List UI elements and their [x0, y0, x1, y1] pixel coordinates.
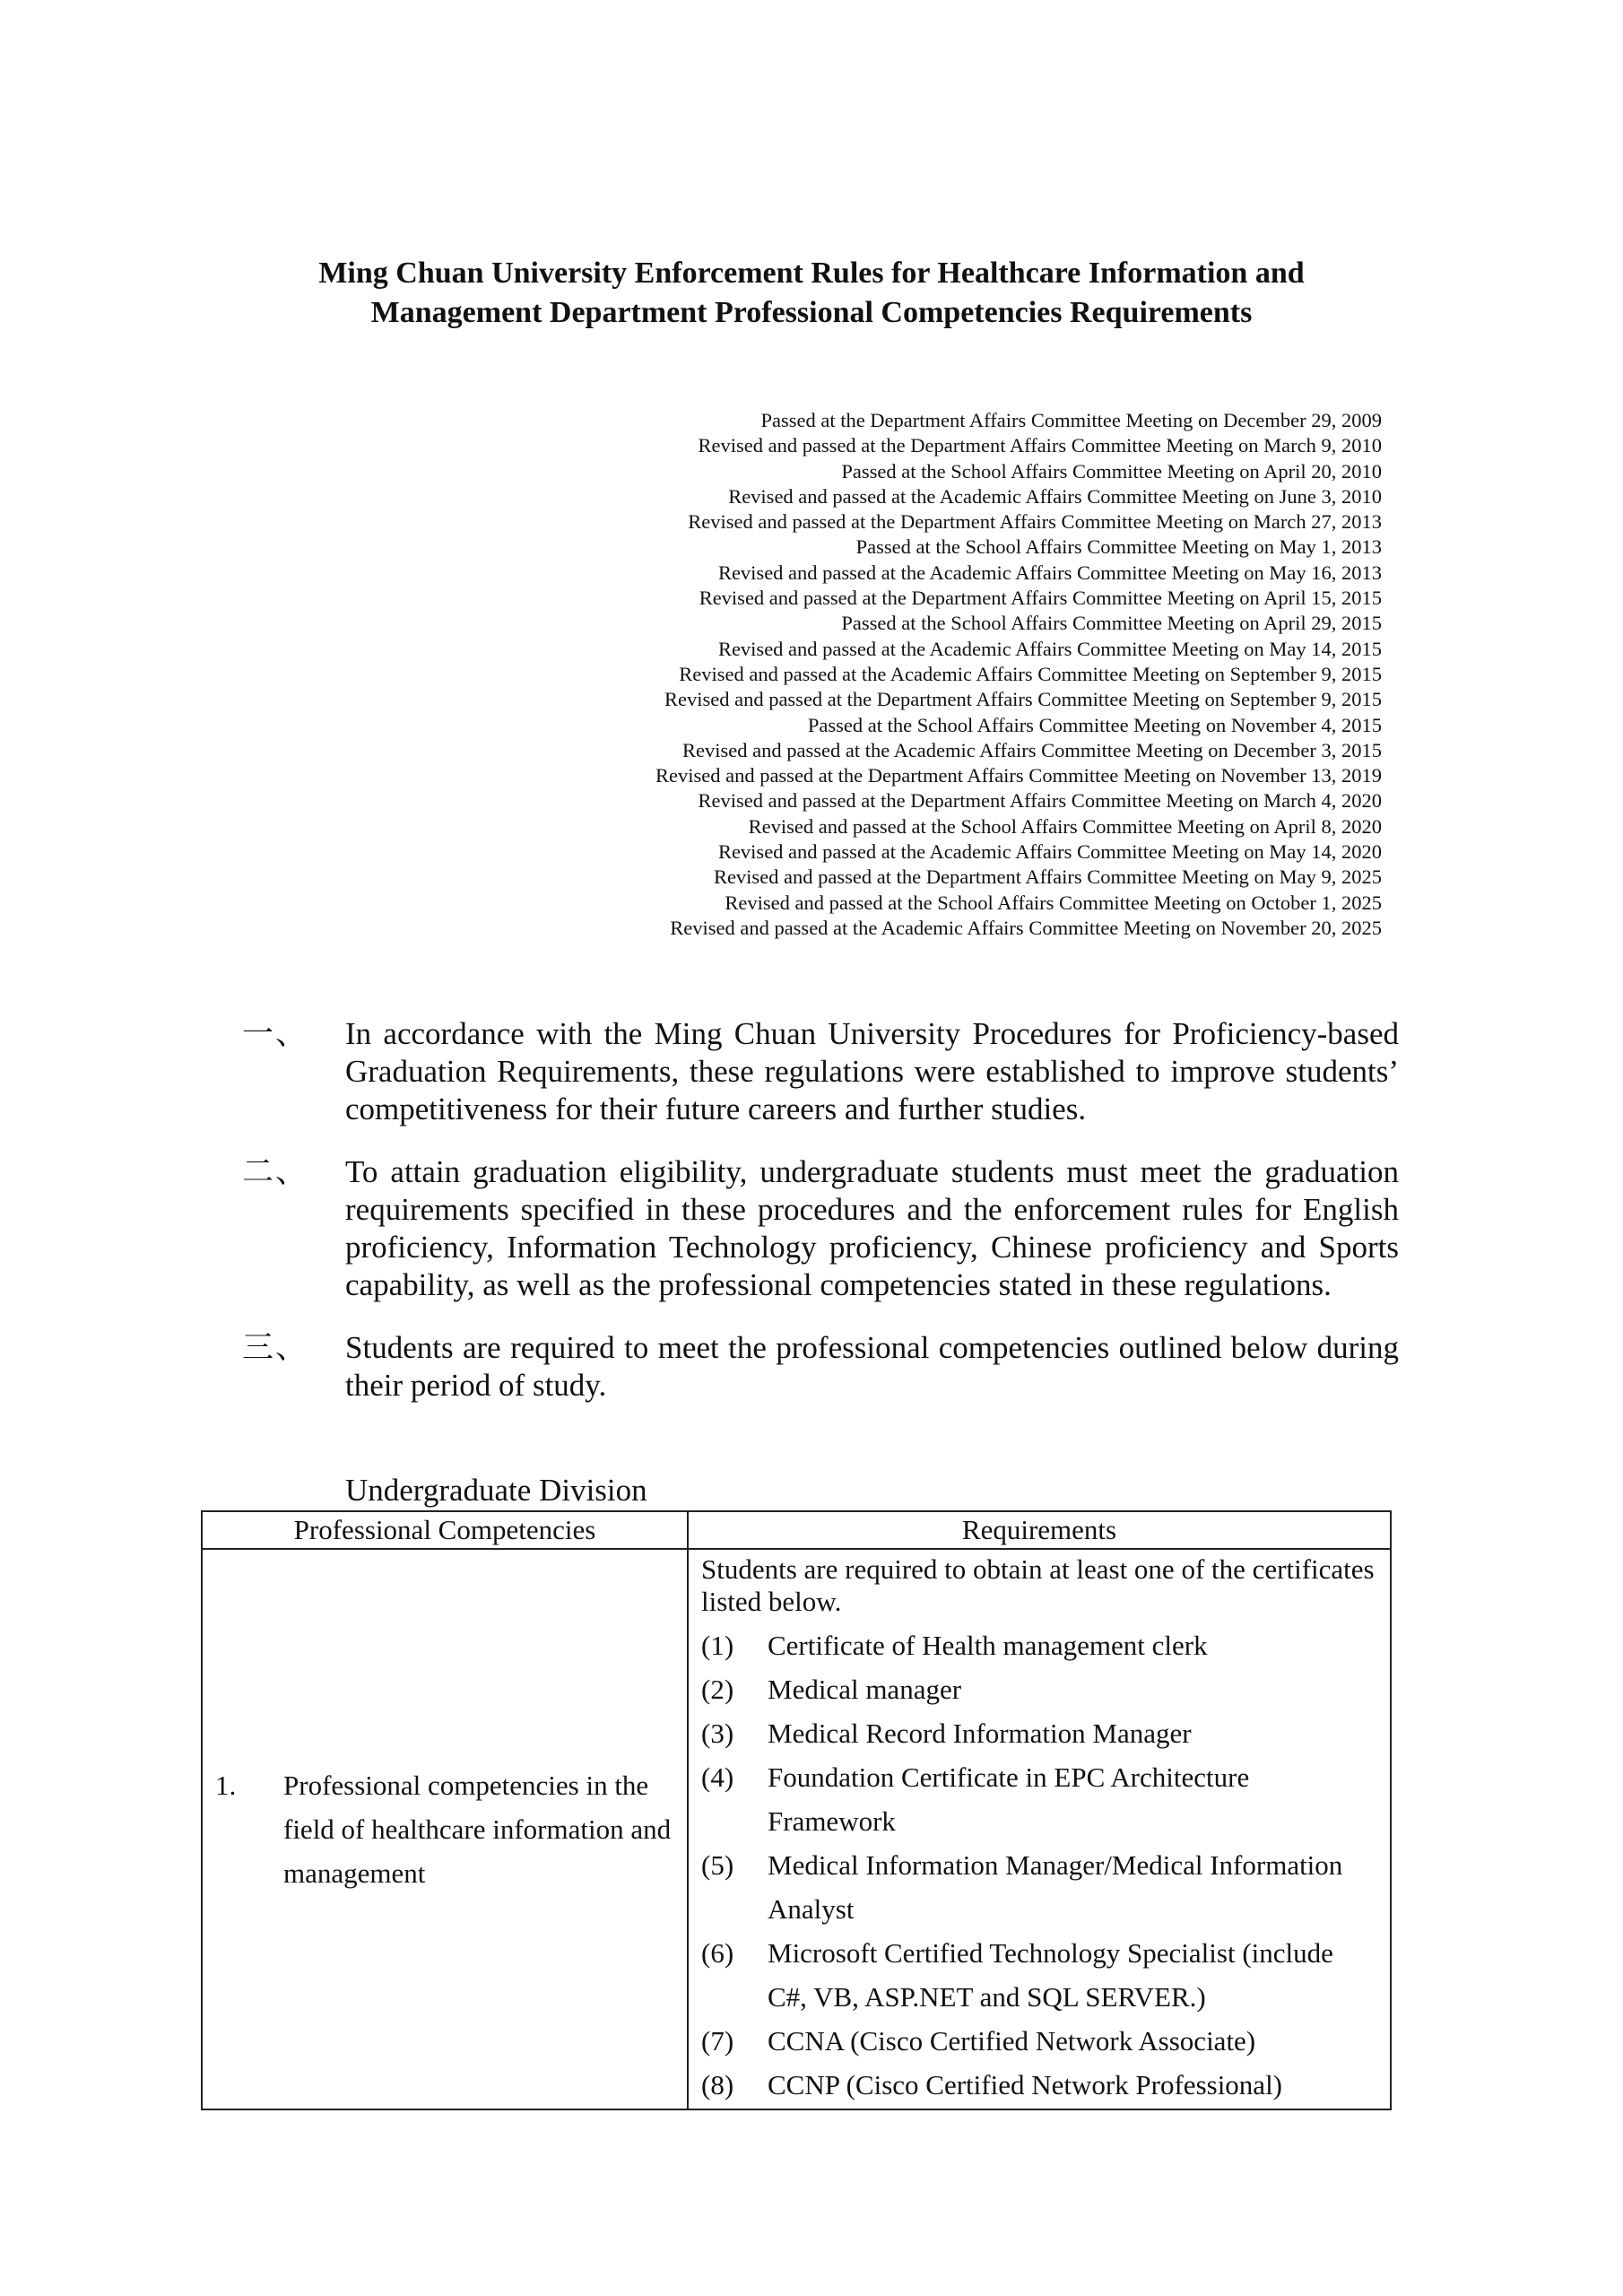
- history-line: Revised and passed at the Department Affairs Committee Meeting on April 15, 2015: [699, 587, 1382, 610]
- history-line: Passed at the Department Affairs Committee Meeting on December 29, 2009: [760, 409, 1382, 431]
- history-line: Revised and passed at the Academic Affairs Committee Meeting on May 14, 2020: [717, 840, 1382, 864]
- list-item: [701, 1931, 1379, 2019]
- header-competencies: Professional Competencies: [202, 1511, 688, 1549]
- regulation-items: [242, 1015, 1399, 1430]
- req-number: (5): [701, 1849, 734, 1881]
- requirements-intro: Students are required to obtain at least one of the certificates listed below.: [701, 1553, 1375, 1617]
- title-line-1: Ming Chuan University Enforcement Rules for Healthcare Information and: [318, 257, 1305, 290]
- history-line: Revised and passed at the Academic Affairs Committee Meeting on December 3, 2015: [682, 738, 1382, 761]
- item-number: 二、: [242, 1154, 309, 1189]
- table-header-row: [202, 1511, 1391, 1549]
- item-number: 一、: [242, 1016, 309, 1051]
- req-text: Certificate of Health management clerk: [768, 1630, 1208, 1661]
- history-line: Revised and passed at the Department Affairs Committee Meeting on March 9, 2010: [698, 434, 1382, 457]
- req-text: Foundation Certificate in EPC Architecture Framework: [768, 1761, 1250, 1837]
- req-text: CCNP (Cisco Certified Network Professional): [768, 2069, 1282, 2100]
- item-text: To attain graduation eligibility, undergraduate students must meet the graduation requirements specified in these procedures and the enforcement rules for English proficiency, Information Technology proficiency, Chinese proficiency and Sports capability, as well as the professional competencies stated in these regulations.: [345, 1154, 1399, 1302]
- req-number: (3): [701, 1718, 734, 1749]
- history-line: Revised and passed at the School Affairs Committee Meeting on October 1, 2025: [725, 891, 1382, 914]
- history-line: Revised and passed at the Academic Affairs Committee Meeting on May 14, 2015: [717, 637, 1382, 660]
- history-line: Revised and passed at the Academic Affairs Committee Meeting on September 9, 2015: [679, 662, 1382, 685]
- req-number: (7): [701, 2025, 734, 2057]
- history-line: Revised and passed at the Department Affairs Committee Meeting on November 13, 2019: [655, 764, 1382, 787]
- history-line: Revised and passed at the Department Affairs Committee Meeting on May 9, 2025: [713, 865, 1382, 889]
- item-text: In accordance with the Ming Chuan University Procedures for Proficiency-based Graduation Requirements, these regulations were established to improve students’ competitiveness for their future careers and further studies.: [345, 1016, 1399, 1126]
- history-line: Revised and passed at the Academic Affairs Committee Meeting on November 20, 2025: [670, 916, 1382, 939]
- competencies-table: [201, 1510, 1392, 2110]
- req-number: (2): [701, 1674, 734, 1705]
- history-line: Passed at the School Affairs Committee Meeting on April 20, 2010: [841, 459, 1382, 483]
- history-line: Revised and passed at the School Affairs Committee Meeting on April 8, 2020: [748, 814, 1382, 838]
- req-number: (4): [701, 1761, 734, 1793]
- list-item: [701, 1667, 1379, 1711]
- revision-history: [485, 408, 1382, 941]
- list-item: [701, 2019, 1379, 2063]
- list-item: [701, 1623, 1379, 1667]
- history-line: Revised and passed at the Department Affairs Committee Meeting on March 27, 2013: [688, 510, 1382, 534]
- req-number: (8): [701, 2069, 734, 2100]
- regulation-item-3: [242, 1329, 1399, 1405]
- table-row: [202, 1549, 1391, 2109]
- list-item: [701, 1843, 1379, 1931]
- title-line-2: Management Department Professional Competencies Requirements: [370, 296, 1253, 329]
- item-text: Students are required to meet the professional competencies outlined below during their period of study.: [345, 1330, 1399, 1403]
- history-line: Revised and passed at the Academic Affairs Committee Meeting on June 3, 2010: [728, 484, 1382, 508]
- item-number: 三、: [242, 1330, 309, 1365]
- req-number: (6): [701, 1937, 734, 1969]
- history-line: Passed at the School Affairs Committee Meeting on November 4, 2015: [807, 713, 1382, 736]
- req-text: Medical Record Information Manager: [768, 1718, 1192, 1749]
- history-line: Revised and passed at the Academic Affairs Committee Meeting on May 16, 2013: [717, 561, 1382, 584]
- requirements-cell: [688, 1549, 1391, 2109]
- regulation-item-1: [242, 1015, 1399, 1128]
- req-text: Microsoft Certified Technology Specialist (include C#, VB, ASP.NET and SQL SERVER.): [768, 1937, 1333, 2013]
- req-text: CCNA (Cisco Certified Network Associate): [768, 2025, 1256, 2057]
- history-line: Revised and passed at the Department Affairs Committee Meeting on September 9, 2015: [664, 688, 1382, 711]
- history-line: Passed at the School Affairs Committee Meeting on April 29, 2015: [841, 612, 1382, 635]
- history-line: Passed at the School Affairs Committee Meeting on May 1, 2013: [855, 535, 1382, 559]
- competency-text: Professional competencies in the field of healthcare information and management: [283, 1770, 672, 1889]
- history-line: Revised and passed at the Department Affairs Committee Meeting on March 4, 2020: [698, 789, 1382, 813]
- list-item: [701, 1755, 1379, 1843]
- req-text: Medical Information Manager/Medical Information Analyst: [768, 1849, 1343, 1925]
- list-item: [701, 2063, 1379, 2107]
- list-item: [701, 1711, 1379, 1755]
- req-number: (1): [701, 1630, 734, 1661]
- regulation-item-2: [242, 1153, 1399, 1304]
- division-label: Undergraduate Division: [345, 1473, 647, 1508]
- competency-number: 1.: [215, 1770, 237, 1801]
- header-requirements: Requirements: [688, 1511, 1391, 1549]
- competency-cell: [202, 1549, 688, 2109]
- req-text: Medical manager: [768, 1674, 962, 1705]
- document-title: [0, 254, 1623, 333]
